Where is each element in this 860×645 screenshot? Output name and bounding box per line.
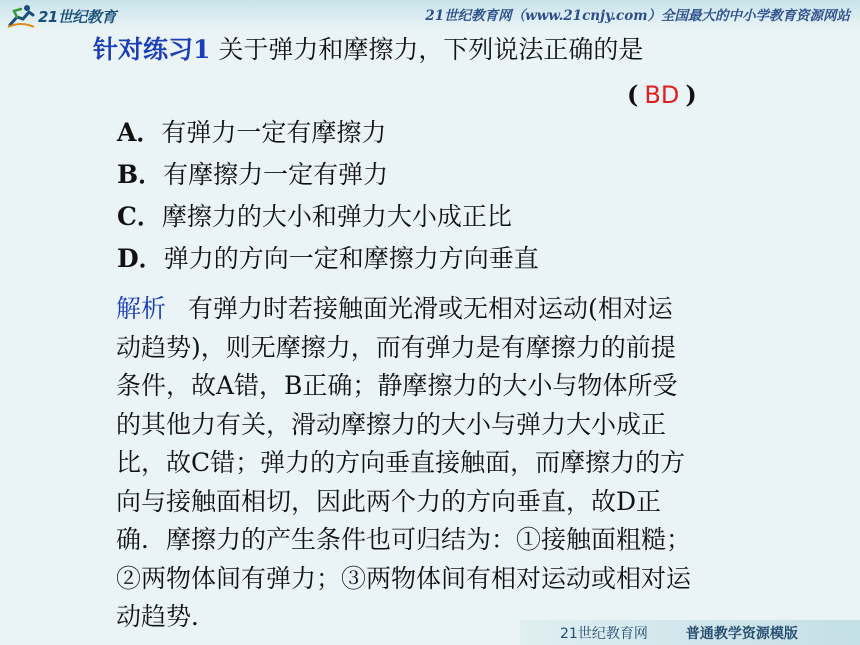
option-b	[117, 154, 539, 196]
analysis-line: 向与接触面相切，因此两个力的方向垂直，故D正	[116, 486, 662, 516]
analysis-text: 有弹力时若接触面光滑或无相对运动(相对运	[188, 294, 673, 323]
option-text: 弹力的方向一定和摩擦力方向垂直	[163, 244, 539, 273]
answer-value: BD	[644, 81, 680, 109]
logo	[6, 2, 146, 30]
analysis-line: 确．摩擦力的产生条件也可归结为：①接触面粗糙；	[116, 525, 692, 554]
answer-open-paren: (	[627, 80, 639, 109]
option-c	[117, 196, 539, 238]
header-banner: 21世纪教育网（www.21cnjy.com）全国最大的中小学教育资源网站	[425, 8, 850, 24]
analysis-line: 的其他力有关，滑动摩擦力的大小与弹力大小成正	[116, 409, 667, 439]
question-text: 关于弹力和摩擦力，下列说法正确的是	[218, 35, 644, 64]
runner-logo-icon	[6, 3, 36, 29]
logo-text: 21世纪教育	[38, 7, 116, 26]
option-a	[117, 112, 539, 154]
analysis-label: 解析	[116, 294, 167, 323]
option-letter: A．	[117, 118, 162, 147]
option-text: 摩擦力的大小和弹力大小成正比	[161, 202, 512, 231]
answer-box	[627, 80, 697, 110]
option-text: 有摩擦力一定有弹力	[163, 160, 389, 189]
question-label: 针对练习1	[93, 35, 211, 64]
option-letter: B．	[117, 160, 164, 189]
footer-bar	[520, 620, 860, 645]
question-line	[93, 34, 643, 66]
footer-template: 普通教学资源模版	[685, 625, 798, 642]
option-d	[117, 238, 539, 280]
footer-site: 21世纪教育网	[560, 625, 648, 642]
analysis-line: 动趋势)，则无摩擦力，而有弹力是有摩擦力的前提	[116, 332, 676, 362]
analysis-line: 动趋势．	[116, 602, 217, 631]
analysis-line: 条件，故A错，B正确；静摩擦力的大小与物体所受	[116, 371, 678, 400]
option-text: 有弹力一定有摩擦力	[161, 118, 387, 147]
analysis-section	[116, 290, 784, 637]
options-list	[117, 112, 539, 280]
answer-close-paren: )	[685, 80, 697, 109]
option-letter: D．	[117, 244, 164, 273]
analysis-line	[116, 290, 784, 329]
option-letter: C．	[117, 202, 162, 231]
analysis-line: ②两物体间有弹力；③两物体间有相对运动或相对运	[116, 563, 692, 593]
analysis-line: 比，故C错；弹力的方向垂直接触面，而摩擦力的方	[116, 448, 686, 477]
